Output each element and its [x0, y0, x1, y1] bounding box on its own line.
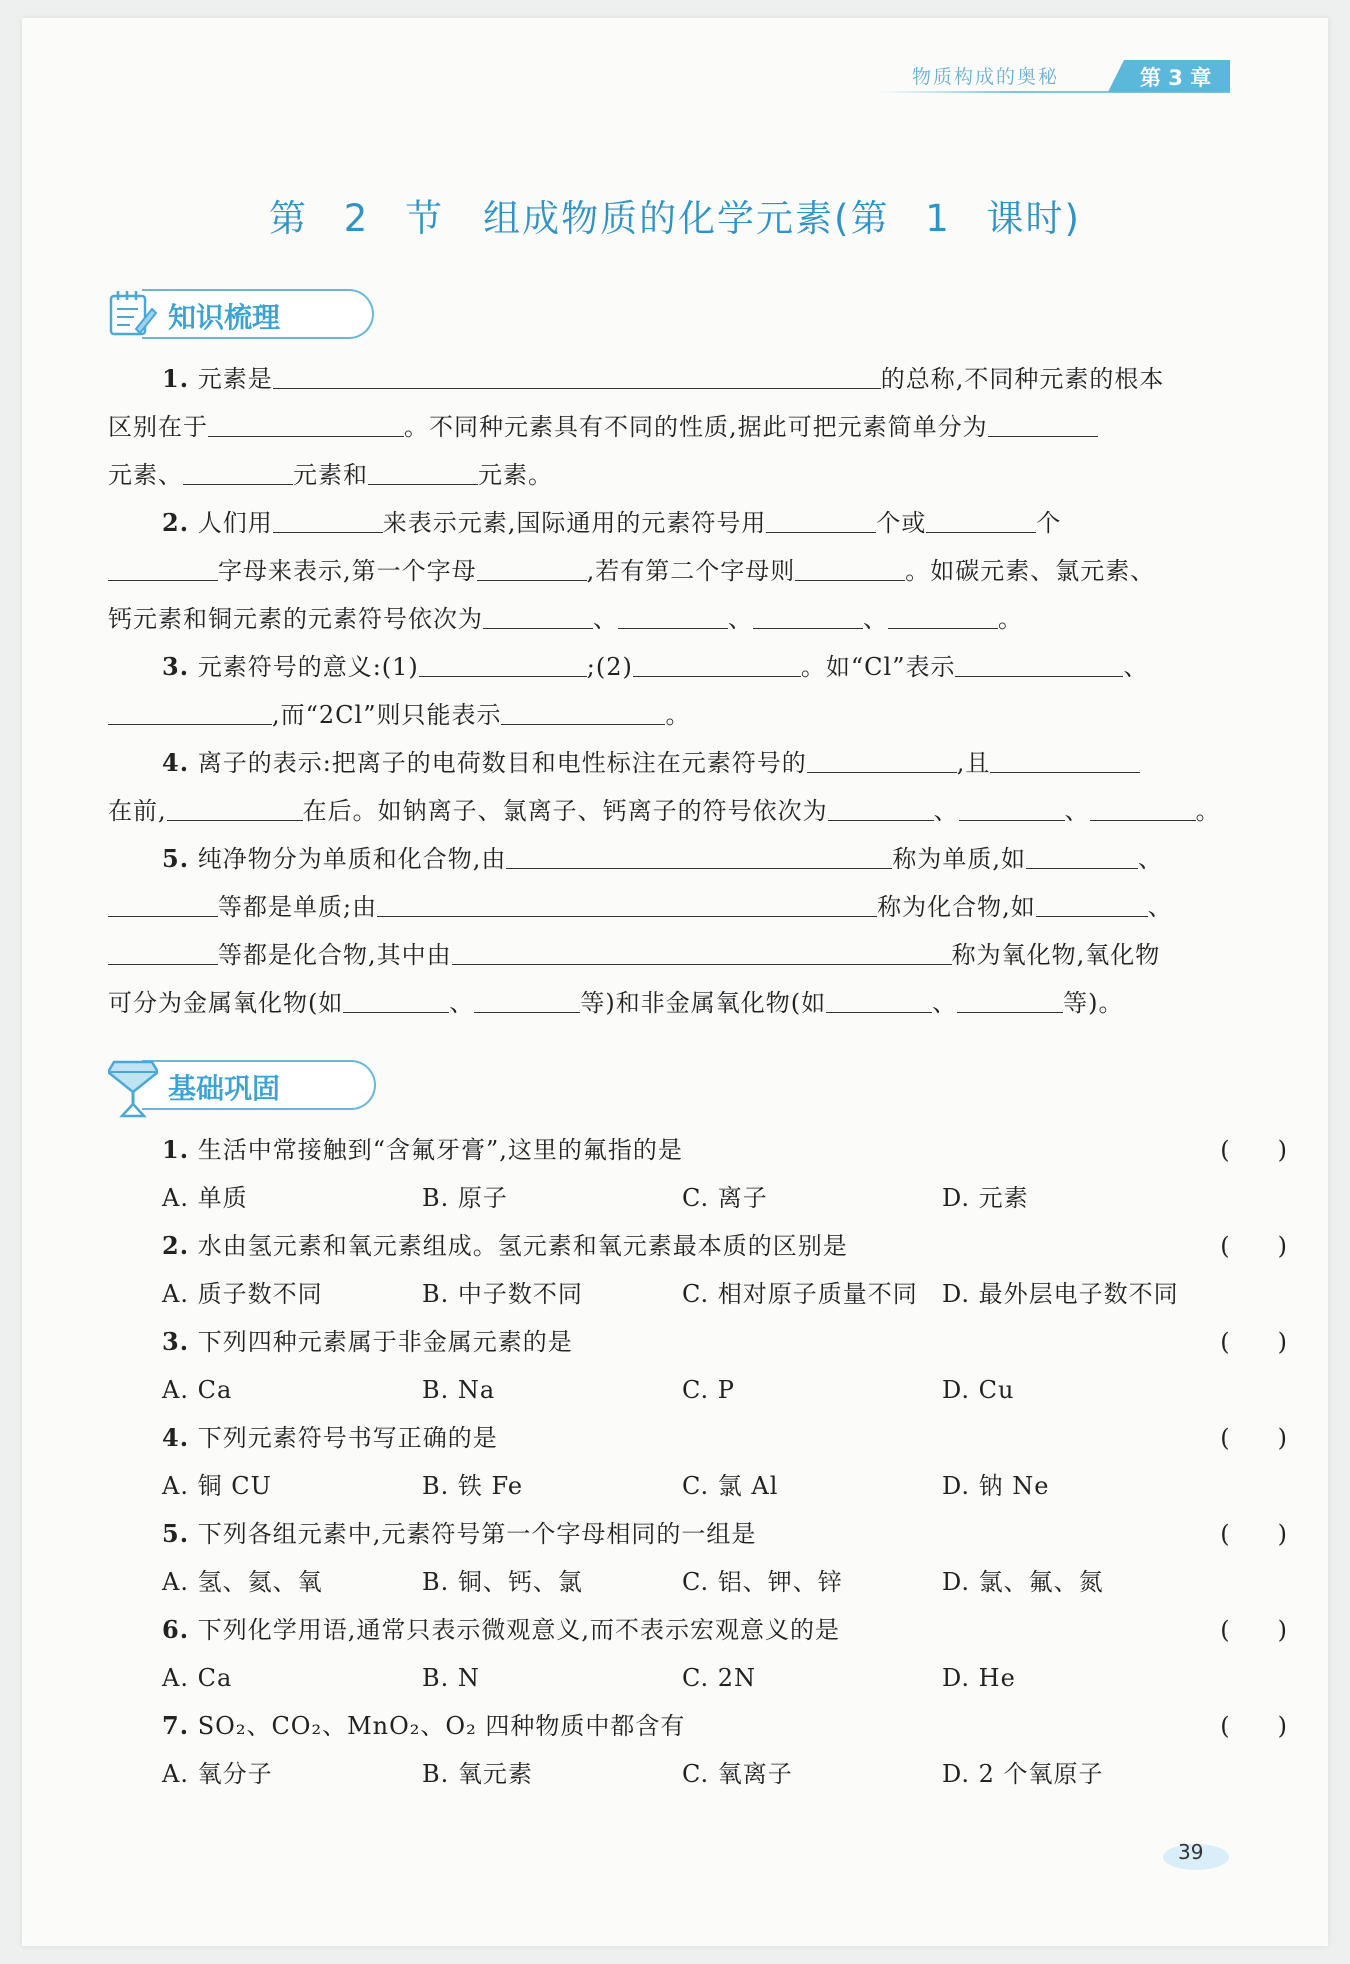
option-b[interactable]: B. 中子数不同: [422, 1280, 583, 1308]
answer-blank[interactable]: [988, 412, 1098, 437]
answer-blank[interactable]: [633, 652, 801, 677]
option-d[interactable]: D. 元素: [942, 1184, 1029, 1212]
answer-blank[interactable]: [753, 604, 863, 629]
knowledge-q5-line4: 可分为金属氧化物(如 、 等)和非金属氧化物(如 、 等)。: [108, 989, 1124, 1017]
basic-badge-label: 基础巩固: [168, 1072, 281, 1105]
option-a[interactable]: A. 氢、氦、氧: [162, 1568, 323, 1596]
answer-blank[interactable]: [926, 508, 1036, 533]
option-c[interactable]: C. 氯 Al: [682, 1472, 779, 1500]
knowledge-q5-line3: 等都是化合物,其中由 称为氧化物,氧化物: [108, 940, 1233, 970]
answer-blank[interactable]: [474, 988, 580, 1013]
option-b[interactable]: B. N: [422, 1664, 480, 1692]
notebook-pencil-icon: [108, 287, 158, 339]
knowledge-q3-line2: ,而“2Cl”则只能表示 。: [108, 700, 1233, 730]
answer-blank[interactable]: [990, 748, 1140, 773]
answer-blank[interactable]: [957, 988, 1063, 1013]
knowledge-q5-line1: 5. 纯净物分为单质和化合物,由 称为单质,如 、: [162, 844, 1163, 873]
answer-blank[interactable]: [419, 652, 587, 677]
option-d[interactable]: D. He: [942, 1664, 1016, 1692]
answer-blank[interactable]: [452, 940, 952, 965]
chapter-label: 第 3 章: [1140, 66, 1212, 90]
answer-blank[interactable]: [959, 796, 1065, 821]
answer-bracket[interactable]: ( ): [1220, 1712, 1287, 1740]
answer-blank[interactable]: [108, 892, 218, 917]
answer-blank[interactable]: [377, 892, 877, 917]
answer-blank[interactable]: [273, 364, 881, 389]
question-stem: 6. 下列化学用语,通常只表示微观意义,而不表示宏观意义的是 ( ): [162, 1615, 1287, 1644]
question-stem: 3. 下列四种元素属于非金属元素的是 ( ): [162, 1327, 1287, 1356]
answer-bracket[interactable]: ( ): [1220, 1232, 1287, 1260]
option-a[interactable]: A. Ca: [162, 1376, 233, 1404]
answer-blank[interactable]: [888, 604, 998, 629]
option-b[interactable]: B. 氧元素: [422, 1760, 533, 1788]
knowledge-q4-line1: 4. 离子的表示:把离子的电荷数目和电性标注在元素符号的 ,且: [108, 748, 1287, 778]
option-c[interactable]: C. 氧离子: [682, 1760, 793, 1788]
option-d[interactable]: D. 钠 Ne: [942, 1472, 1050, 1500]
answer-bracket[interactable]: ( ): [1220, 1424, 1287, 1452]
answer-blank[interactable]: [108, 700, 272, 725]
answer-blank[interactable]: [807, 748, 957, 773]
answer-blank[interactable]: [273, 508, 383, 533]
answer-blank[interactable]: [828, 796, 934, 821]
knowledge-q1-line1: 1. 元素是 的总称,不同种元素的根本: [162, 364, 1165, 393]
answer-blank[interactable]: [1036, 892, 1148, 917]
answer-bracket[interactable]: ( ): [1220, 1136, 1287, 1164]
question-stem: 2. 水由氢元素和氧元素组成。氢元素和氧元素最本质的区别是 ( ): [162, 1231, 1287, 1260]
answer-blank[interactable]: [506, 844, 892, 869]
answer-blank[interactable]: [1026, 844, 1138, 869]
option-b[interactable]: B. 铁 Fe: [422, 1472, 524, 1500]
answer-blank[interactable]: [501, 700, 665, 725]
answer-blank[interactable]: [108, 940, 218, 965]
answer-blank[interactable]: [795, 556, 905, 581]
answer-blank[interactable]: [1090, 796, 1196, 821]
knowledge-q1-line2: 区别在于 。不同种元素具有不同的性质,据此可把元素简单分为: [108, 412, 1233, 442]
answer-blank[interactable]: [208, 412, 404, 437]
option-a[interactable]: A. 铜 CU: [162, 1472, 272, 1500]
header-book-title: 物质构成的奥秘: [912, 66, 1060, 88]
knowledge-q5-line2: 等都是单质;由 称为化合物,如 、: [108, 892, 1233, 922]
knowledge-q4-line2: 在前, 在后。如钠离子、氯离子、钙离子的符号依次为 、 、 。: [108, 797, 1221, 825]
option-a[interactable]: A. Ca: [162, 1664, 233, 1692]
answer-blank[interactable]: [483, 604, 593, 629]
answer-bracket[interactable]: ( ): [1220, 1616, 1287, 1644]
answer-blank[interactable]: [183, 460, 293, 485]
option-d[interactable]: D. Cu: [942, 1376, 1015, 1404]
option-c[interactable]: C. 离子: [682, 1184, 768, 1212]
option-b[interactable]: B. 原子: [422, 1184, 508, 1212]
answer-blank[interactable]: [766, 508, 876, 533]
option-a[interactable]: A. 单质: [162, 1184, 248, 1212]
knowledge-q3-line1: 3. 元素符号的意义:(1) ;(2) 。如“Cl”表示 、: [162, 652, 1149, 681]
page-number: 39: [1178, 1840, 1204, 1864]
question-stem: 7. SO₂、CO₂、MnO₂、O₂ 四种物质中都含有 ( ): [162, 1711, 1287, 1740]
knowledge-q1-line3: 元素、 元素和 元素。: [108, 461, 553, 489]
answer-blank[interactable]: [955, 652, 1123, 677]
question-stem: 1. 生活中常接触到“含氟牙膏”,这里的氟指的是 ( ): [162, 1135, 1287, 1164]
section-title: 第 2 节 组成物质的化学元素(第 1 课时): [269, 197, 1081, 240]
option-d[interactable]: D. 2 个氧原子: [942, 1760, 1104, 1788]
answer-blank[interactable]: [368, 460, 478, 485]
answer-blank[interactable]: [826, 988, 932, 1013]
question-stem: 4. 下列元素符号书写正确的是 ( ): [162, 1423, 1287, 1452]
diamond-trophy-icon: [108, 1058, 158, 1118]
answer-blank[interactable]: [108, 556, 218, 581]
answer-bracket[interactable]: ( ): [1220, 1328, 1287, 1356]
answer-blank[interactable]: [618, 604, 728, 629]
option-d[interactable]: D. 最外层电子数不同: [942, 1280, 1179, 1308]
option-c[interactable]: C. P: [682, 1376, 735, 1404]
knowledge-q2-line3: 钙元素和铜元素的元素符号依次为 、 、 、 。: [108, 605, 1023, 633]
knowledge-q2-line2: 字母来表示,第一个字母 ,若有第二个字母则 。如碳元素、氯元素、: [108, 556, 1233, 586]
option-c[interactable]: C. 相对原子质量不同: [682, 1280, 918, 1308]
option-b[interactable]: B. Na: [422, 1376, 496, 1404]
option-a[interactable]: A. 氧分子: [162, 1760, 273, 1788]
knowledge-q2-line1: 2. 人们用 来表示元素,国际通用的元素符号用 个或 个: [162, 508, 1062, 537]
answer-blank[interactable]: [343, 988, 449, 1013]
question-stem: 5. 下列各组元素中,元素符号第一个字母相同的一组是 ( ): [162, 1519, 1287, 1548]
option-a[interactable]: A. 质子数不同: [162, 1280, 323, 1308]
option-c[interactable]: C. 2N: [682, 1664, 757, 1692]
answer-bracket[interactable]: ( ): [1220, 1520, 1287, 1548]
knowledge-badge-label: 知识梳理: [168, 301, 281, 334]
answer-blank[interactable]: [167, 796, 303, 821]
option-d[interactable]: D. 氯、氟、氮: [942, 1568, 1104, 1596]
answer-blank[interactable]: [477, 556, 587, 581]
option-c[interactable]: C. 铝、钾、锌: [682, 1568, 843, 1596]
option-b[interactable]: B. 铜、钙、氯: [422, 1568, 583, 1596]
